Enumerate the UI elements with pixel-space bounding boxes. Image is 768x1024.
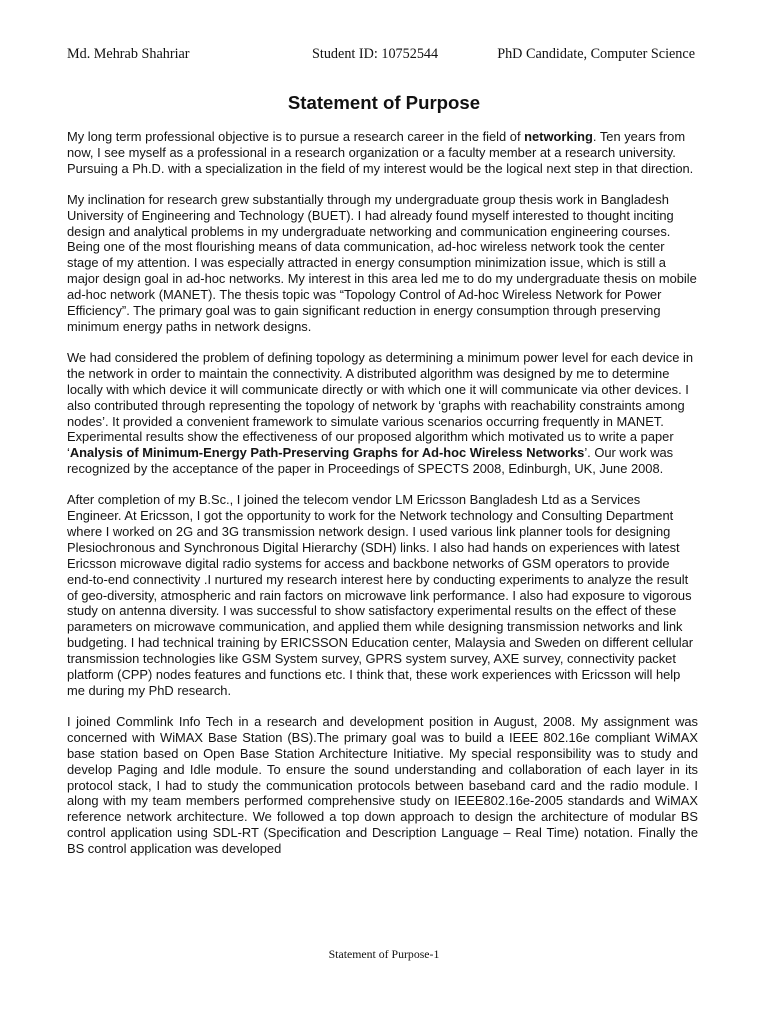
p3-text-c: ’. Our work was recognized by the acceptance of the paper in Proceedings of SPECTS 2008, Edinburgh, UK, June 2008. [67, 445, 674, 477]
p1-bold-networking: networking [524, 129, 593, 144]
paragraph-1 [67, 129, 698, 177]
footer-label: Statement of Purpose- [328, 947, 434, 961]
page-footer [0, 947, 768, 962]
page-header [67, 46, 695, 66]
p3-bold-paper-title: Analysis of Minimum-Energy Path-Preserving Graphs for Ad-hoc Wireless Networks [69, 445, 585, 461]
p3-text-a: We had considered the problem of defining topology as determining a minimum power level for each device in the network in order to maintain the connectivity. A distributed algorithm was designed by me to determine locally with which device it will communicate directly or with which one it will communicate via other devices. I also contributed through representing the topology of network by ‘graphs with reachability constraints among nodes’. It provided a convenient framework to simulate various scenarios occurring frequently in MANET. Experimental results show the effectiveness of our proposed algorithm which motivated us to write a paper ‘ [67, 349, 694, 461]
p1-text-a: My long term professional objective is to pursue a research career in the field of [67, 129, 525, 144]
paragraph-2: My inclination for research grew substantially through my undergraduate group thesis work in Bangladesh University of Engineering and Technology (BUET). I had already found myself interested to thought inciting design and analytical problems in my undergraduate networking and communication engineering courses. Being one of the most flourishing means of data communication, ad-hoc wireless network took the center stage of my attention. I was especially attracted in energy consumption minimization issue, which is still a major design goal in ad-hoc networks. My interest in this area led me to do my undergraduate thesis on mobile ad-hoc network (MANET). The thesis topic was “Topology Control of Ad-hoc Wireless Network for Power Efficiency”. The primary goal was to gain significant reduction in energy consumption through preserving minimum energy paths in network designs. [67, 191, 697, 334]
paragraph-5: I joined Commlink Info Tech in a research and development position in August, 2008. My assignment was concerned with WiMAX Base Station (BS).The primary goal was to build a IEEE 802.16e compliant WiMAX base station based on Open Base Station Architecture Initiative. My special responsibility was to study and develop Paging and Idle module. To ensure the sound understanding and collaboration of each layer in its protocol stack, I had to study the communication protocols between baseband card and the radio module. I along with my team members performed comprehensive study on IEEE802.16e-2005 standards and WiMAX reference network architecture. We followed a top down approach to design the architecture of modular BS control application using SDL-RT (Specification and Description Language – Real Time) notation. Finally the BS control application was developed [67, 713, 698, 857]
p1-text-c: . Ten years from now, I see myself as a professional in a research organization or a faculty member at a research university. Pursuing a Ph.D. with a specialization in the field of my interest would be the logical next step in that direction. [67, 129, 694, 176]
document-body [67, 129, 698, 872]
author-name: Md. Mehrab Shahriar [67, 46, 190, 62]
paragraph-3 [67, 350, 698, 477]
page-number: 1 [433, 947, 440, 961]
document-title: Statement of Purpose [287, 92, 481, 113]
student-id: Student ID: 10752544 [312, 46, 439, 62]
paragraph-4: After completion of my B.Sc., I joined the telecom vendor LM Ericsson Bangladesh Ltd as a Services Engineer. At Ericsson, I got the opportunity to work for the Network technology and Consulting Department where I worked on 2G and 3G transmission network design. I used various link planner tools for designing Plesiochronous and Synchronous Digital Hierarchy (SDH) links. I also had hands on experiences with latest Ericsson microwave digital radio systems for access and backbone networks of GSM operators to provide end-to-end connectivity .I nurtured my research interest here by conducting experiments to analyze the result of geo-diversity, atmospheric and rain factors on microwave link performance. I also had exposure to vigorous study on antenna diversity. I was successful to show satisfactory experimental results on the effect of these parameters on microwave communication, and applied them while designing transmission networks and link budgeting. I had technical training by ERICSSON Education center, Malaysia and Sweden on different cellular transmission technologies like GSM System survey, GPRS system survey, AXE survey, connectivity packet platform (CPP) nodes features and functions etc. I think that, these work experiences with Ericsson will help me during my PhD research. [67, 492, 694, 698]
author-role: PhD Candidate, Computer Science [497, 46, 695, 62]
